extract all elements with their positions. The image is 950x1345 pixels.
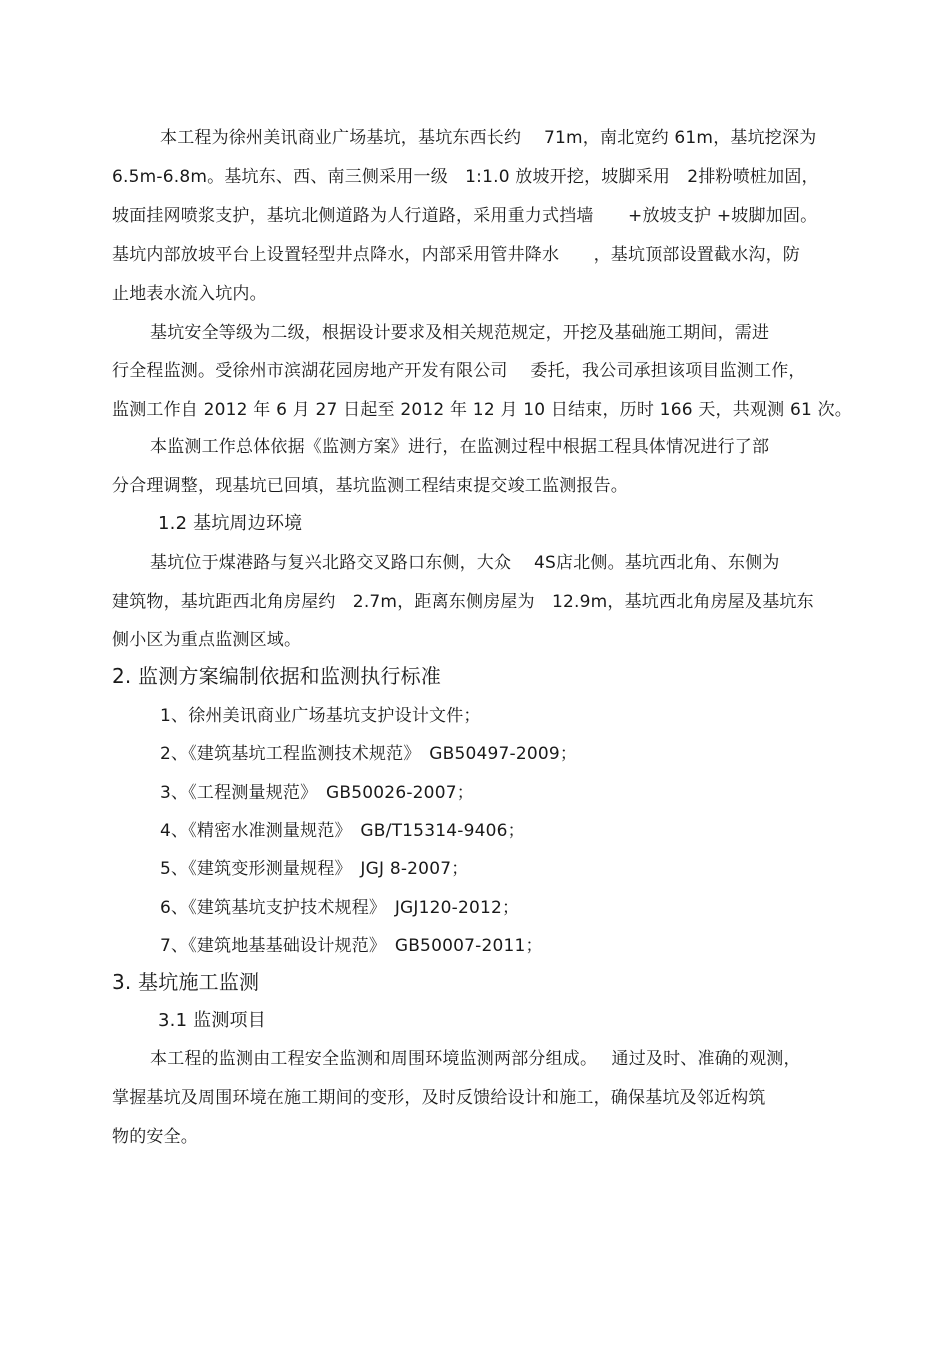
section-1-2-heading: 1.2 基坑周边环境 — [158, 513, 303, 534]
section-3-1-heading: 3.1 监测项目 — [158, 1010, 266, 1031]
intro-p1-line-1: 本工程为徐州美讯商业广场基坑，基坑东西长约 71m，南北宽约 61m，基坑挖深为 — [160, 128, 817, 148]
section-2-item-2: 2、《建筑基坑工程监测技术规范》 GB50497-2009； — [160, 744, 578, 764]
section-2-item-4: 4、《精密水准测量规范》 GB/T15314-9406； — [160, 821, 525, 841]
intro-p1-line-5: 止地表水流入坑内。 — [112, 284, 267, 304]
section-3-line-3: 物的安全。 — [112, 1127, 198, 1147]
section-2-heading: 2. 监测方案编制依据和监测执行标准 — [112, 664, 442, 688]
intro-p3-line-2: 分合理调整，现基坑已回填，基坑监测工程结束提交竣工监测报告。 — [112, 476, 628, 496]
intro-p2-line-3: 监测工作自 2012 年 6 月 27 日起至 2012 年 12 月 10 日结束，历时 166 天，共观测 61 次。 — [112, 400, 852, 420]
section-3-line-1: 本工程的监测由工程安全监测和周围环境监测两部分组成。 通过及时、准确的观测， — [150, 1049, 801, 1069]
intro-p3-line-1: 本监测工作总体依据《监测方案》进行，在监测过程中根据工程具体情况进行了部 — [150, 437, 770, 457]
section-2-item-7: 7、《建筑地基基础设计规范》 GB50007-2011； — [160, 936, 543, 956]
intro-p1-line-2: 6.5m-6.8m。基坑东、西、南三侧采用一级 1:1.0 放坡开挖，坡脚采用 2排粉喷桩加固， — [112, 167, 819, 187]
section-3-line-2: 掌握基坑及周围环境在施工期间的变形，及时反馈给设计和施工，确保基坑及邻近构筑 — [112, 1088, 766, 1108]
section-2-item-5: 5、《建筑变形测量规程》 JGJ 8-2007； — [160, 859, 469, 879]
intro-p1-line-3: 坡面挂网喷浆支护，基坑北侧道路为人行道路，采用重力式挡墙 +放坡支护 +坡脚加固。 — [112, 206, 818, 226]
section-2-item-3: 3、《工程测量规范》 GB50026-2007； — [160, 783, 474, 803]
section-1-2-line-2: 建筑物，基坑距西北角房屋约 2.7m，距离东侧房屋为 12.9m，基坑西北角房屋及基坑东 — [112, 592, 814, 612]
section-3-heading: 3. 基坑施工监测 — [112, 970, 260, 994]
section-2-item-6: 6、《建筑基坑支护技术规程》 JGJ120-2012； — [160, 898, 520, 918]
intro-p2-line-1: 基坑安全等级为二级，根据设计要求及相关规范规定，开挖及基础施工期间，需进 — [150, 323, 770, 343]
intro-p2-line-2: 行全程监测。受徐州市滨湖花园房地产开发有限公司 委托，我公司承担该项目监测工作， — [112, 361, 806, 381]
section-2-item-1: 1、徐州美讯商业广场基坑支护设计文件； — [160, 706, 481, 726]
intro-p1-line-4: 基坑内部放坡平台上设置轻型井点降水，内部采用管井降水 ，基坑顶部设置截水沟，防 — [112, 245, 800, 265]
section-1-2-line-3: 侧小区为重点监测区域。 — [112, 630, 302, 650]
section-1-2-line-1: 基坑位于煤港路与复兴北路交叉路口东侧，大众 4S店北侧。基坑西北角、东侧为 — [150, 553, 780, 573]
